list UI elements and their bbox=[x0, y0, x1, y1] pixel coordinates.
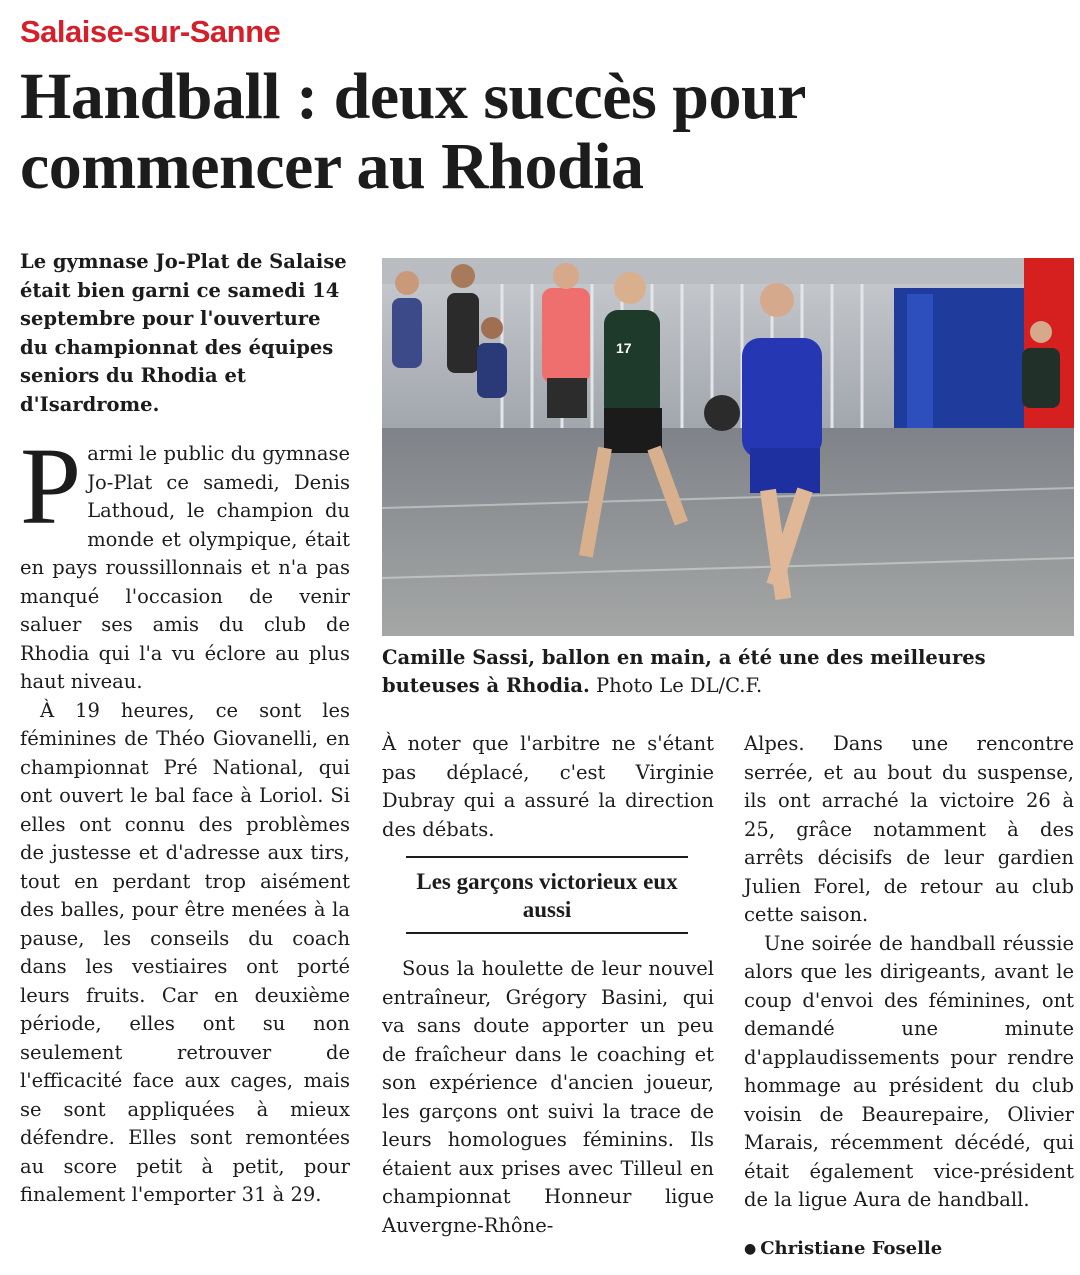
body-paragraph-1: armi le public du gymnase Jo-Plat ce samedi, Denis Lathoud, le champion du monde et olympique, était en pays roussillonnais et n'a pas manqué l'occasion de venir saluer ses amis du club de Rhodia qui l'a vu éclore au plus haut niveau. bbox=[20, 442, 350, 693]
photo-caption bbox=[382, 644, 1062, 700]
handball-scene-image bbox=[382, 258, 1074, 636]
drop-cap: P bbox=[20, 425, 82, 547]
article-photo bbox=[382, 258, 1074, 636]
body-column-1 bbox=[20, 425, 350, 1210]
article-headline: Handball : deux succès pour commencer au Rhodia bbox=[20, 60, 805, 203]
author-byline bbox=[744, 1236, 942, 1262]
body-column-2-continued bbox=[382, 955, 714, 1240]
section-kicker: Salaise-sur-Sanne bbox=[20, 14, 281, 49]
body-column-2 bbox=[382, 730, 714, 844]
body-paragraph-3: À noter que l'arbitre ne s'étant pas déplacé, c'est Virginie Dubray qui a assuré la direction des débats. bbox=[382, 732, 714, 841]
body-paragraph-4: Sous la houlette de leur nouvel entraîneur, Grégory Basini, qui va sans doute apporter un peu de fraîcheur dans le coaching et son expérience d'ancien joueur, les garçons ont suivi la trace de leurs homologues féminins. Ils étaient aux prises avec Tilleul en championnat Honneur ligue Auvergne-Rhône- bbox=[382, 957, 714, 1237]
caption-text: Camille Sassi, ballon en main, a été une des meilleures buteuses à Rhodia. bbox=[382, 646, 986, 697]
photo-credit: Photo Le DL/C.F. bbox=[596, 674, 763, 697]
body-paragraph-6: Une soirée de handball réussie alors que les dirigeants, avant le coup d'envoi des féminines, ont demandé une minute d'applaudissements pour rendre hommage au président du club voisin de Beaurepaire, Olivier Marais, récemment décédé, qui était également vice-président de la ligue Aura de handball. bbox=[744, 931, 1074, 1211]
body-paragraph-5: Alpes. Dans une rencontre serrée, et au bout du suspense, ils ont arraché la victoire 26 à 25, grâce notamment à des arrêts décisifs de leur gardien Julien Forel, de retour au club cette saison. bbox=[744, 732, 1074, 926]
subheading: Les garçons victorieux eux aussi bbox=[406, 856, 688, 934]
body-column-3 bbox=[744, 730, 1074, 1215]
jersey-number: 17 bbox=[616, 340, 632, 356]
author-name: Christiane Foselle bbox=[760, 1238, 943, 1259]
article-lead: Le gymnase Jo-Plat de Salaise était bien garni ce samedi 14 septembre pour l'ouverture du championnat des équipes seniors du Rhodia et d'Isardrome. bbox=[20, 250, 347, 416]
bullet-icon: ● bbox=[744, 1241, 757, 1257]
body-paragraph-2: À 19 heures, ce sont les féminines de Théo Giovanelli, en championnat Pré National, qui ont ouvert le bal face à Loriol. Si elles ont connu des problèmes de justesse et d'adresse aux tirs, tout en perdant trop aisément des balles, pour être menées à la pause, les conseils du coach dans les vestiaires ont porté leurs fruits. Car en deuxième période, elles ont su non seulement retrouver de l'efficacité face aux cages, mais se sont appliquées à mieux défendre. Elles sont remontées au score petit à petit, pour finalement l'emporter 31 à 29. bbox=[20, 698, 350, 1206]
